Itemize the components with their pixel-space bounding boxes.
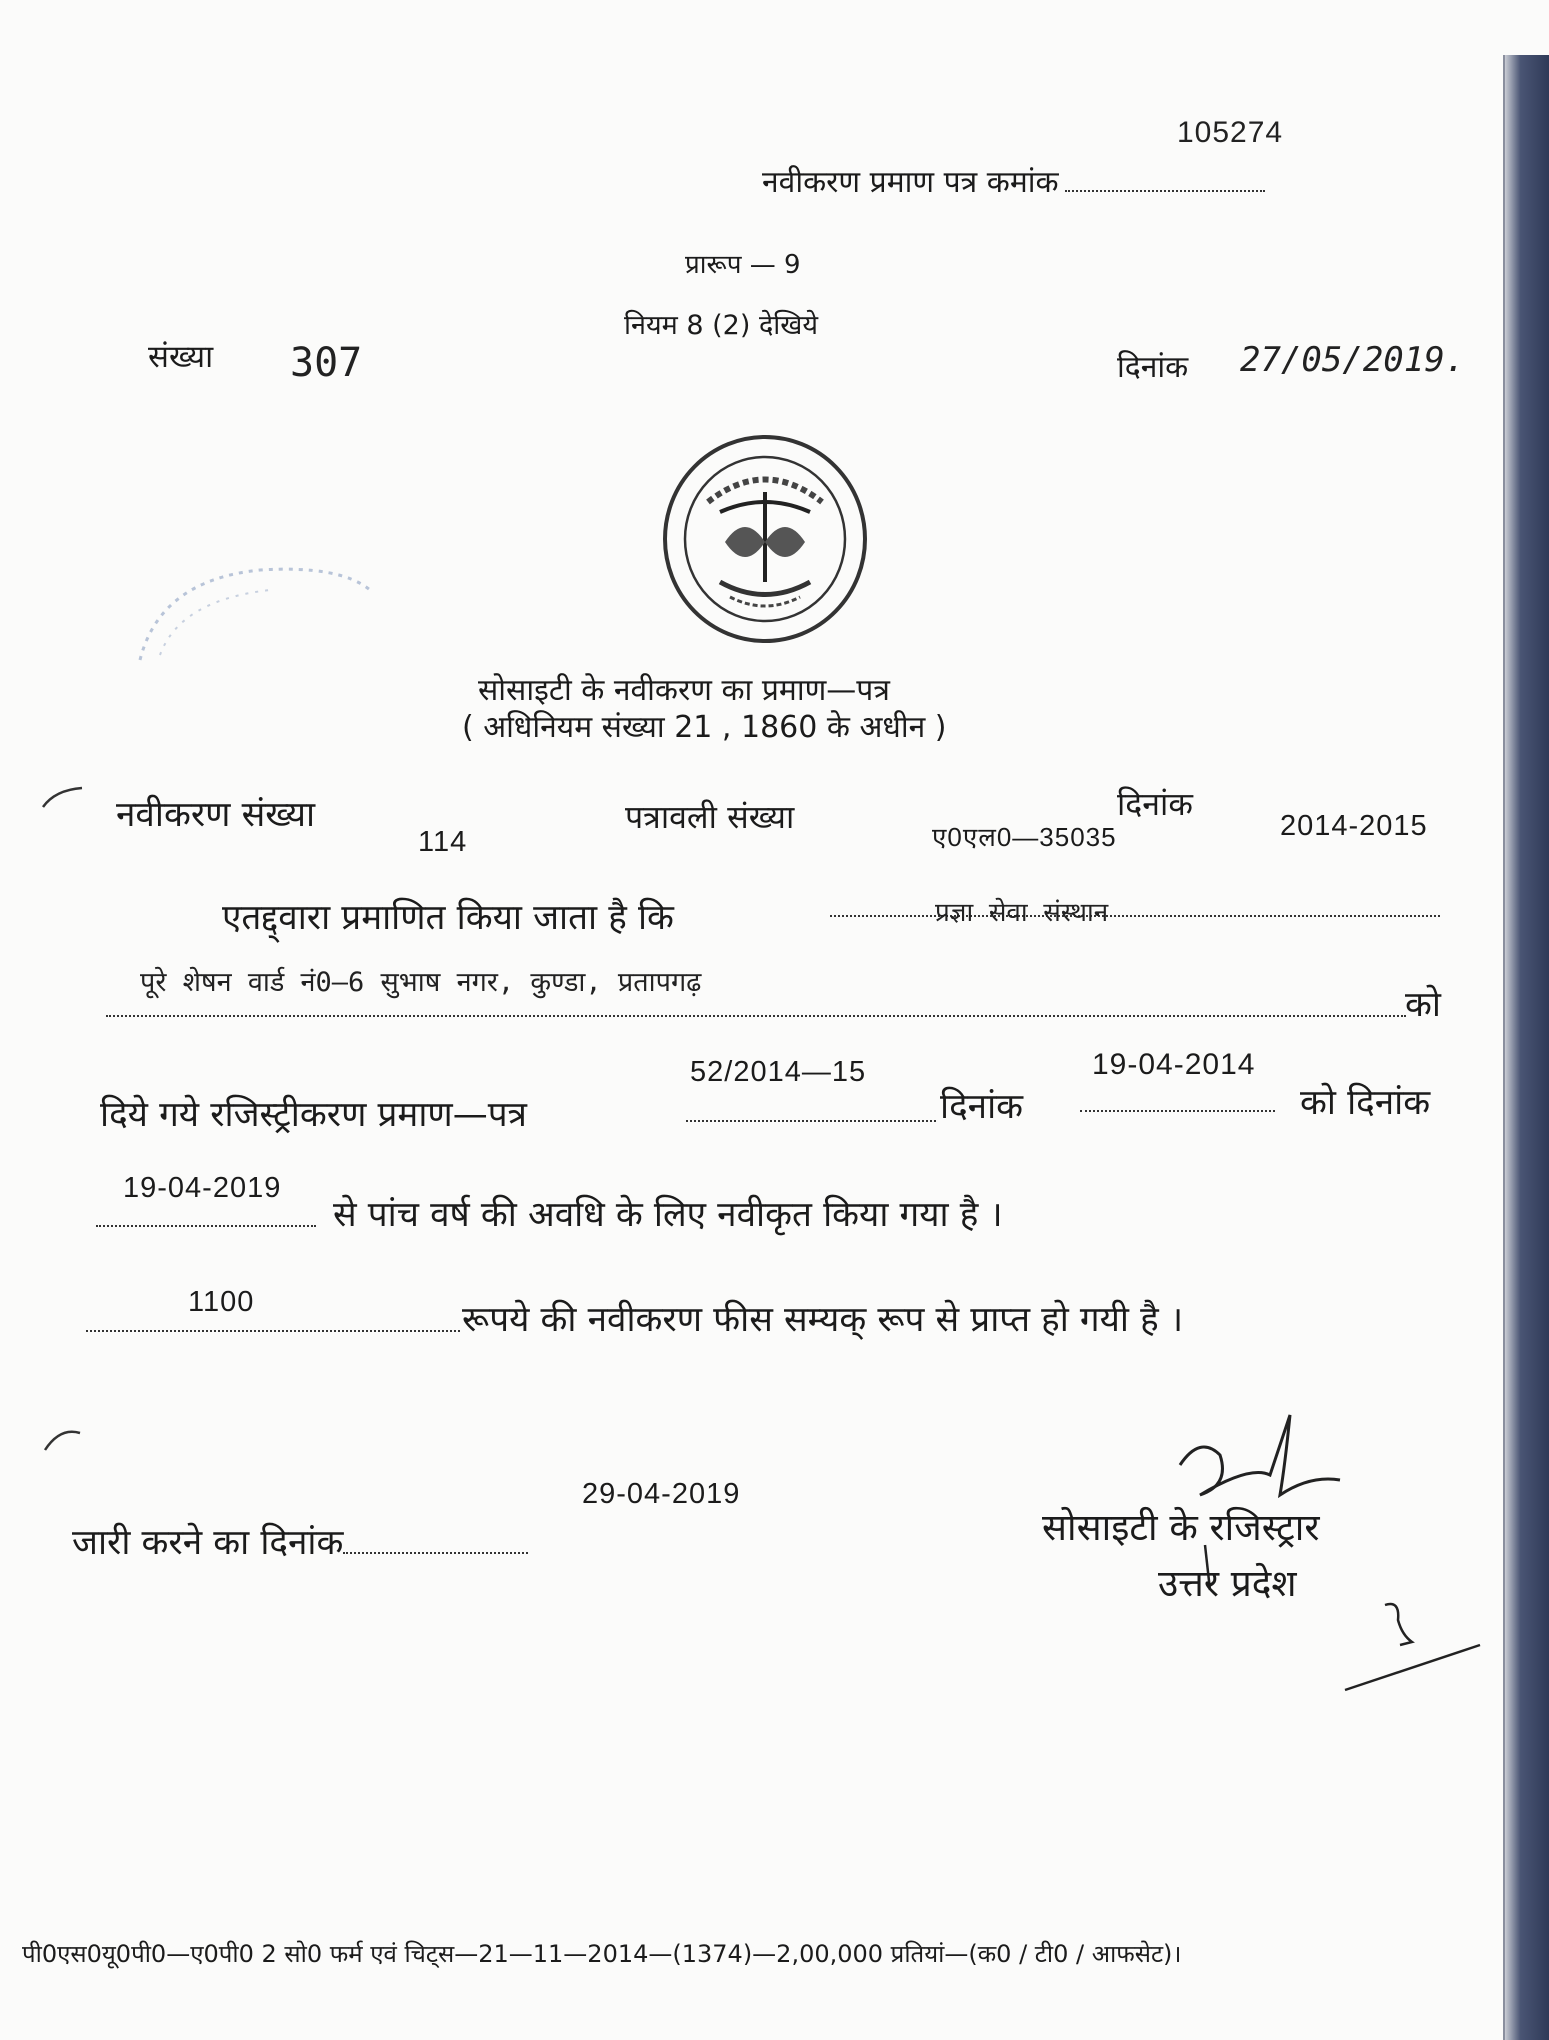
cert-number-dots	[1065, 190, 1265, 192]
fee-received-text: रूपये की नवीकरण फीस सम्यक् रूप से प्राप्त हो गयी है ।	[462, 1300, 1184, 1340]
scan-edge-line	[1503, 55, 1505, 2040]
year-value: 2014-2015	[1280, 810, 1428, 842]
registration-number-dots	[686, 1120, 936, 1122]
file-number-value: ए0एल0—35035	[932, 822, 1117, 852]
renewal-period-text: से पांच वर्ष की अवधि के लिए नवीकृत किया गया है ।	[333, 1195, 1003, 1235]
scan-edge-shadow	[1505, 55, 1549, 2040]
registrar-state: उत्तर प्रदेश	[1158, 1562, 1297, 1605]
date-value: 27/05/2019.	[1240, 340, 1466, 380]
date-label: दिनांक	[1117, 350, 1189, 385]
renewal-number-value: 114	[418, 826, 468, 858]
registration-date-dots	[1080, 1110, 1275, 1112]
address-suffix: को	[1405, 985, 1441, 1025]
issue-date-value: 29-04-2019	[582, 1478, 741, 1510]
issue-date-label-text: जारी करने का दिनांक	[72, 1523, 344, 1563]
registrar-title: सोसाइटी के रजिस्ट्रार	[1042, 1506, 1320, 1549]
fee-amount-value: 1100	[188, 1286, 255, 1318]
fee-amount-dots	[86, 1330, 460, 1332]
form-label: प्रारूप — 9	[685, 250, 801, 280]
registration-date-label: दिनांक	[940, 1087, 1024, 1127]
cert-number-label	[762, 160, 1265, 201]
corner-stroke-mark-top	[40, 782, 90, 812]
details-date-label: दिनांक	[1117, 785, 1193, 823]
certificate-title: सोसाइटी के नवीकरण का प्रमाण—पत्र	[478, 673, 890, 708]
issue-date-dots	[343, 1552, 528, 1554]
renewal-from-dots	[96, 1225, 316, 1227]
registration-line-prefix: दिये गये रजिस्ट्रीकरण प्रमाण—पत्र	[100, 1095, 527, 1135]
sankhya-label: संख्या	[148, 339, 214, 375]
registration-date-value: 19-04-2014	[1092, 1048, 1256, 1081]
certificate-subtitle: ( अधिनियम संख्या 21 , 1860 के अधीन )	[462, 710, 947, 745]
cert-number-value: 105274	[1177, 116, 1284, 149]
renewal-from-date-value: 19-04-2019	[123, 1172, 282, 1204]
file-number-label: पत्रावली संख्या	[625, 798, 795, 836]
cert-number-label-text: नवीकरण प्रमाण पत्र कमांक	[762, 165, 1059, 200]
renewal-number-label: नवीकरण संख्या	[116, 795, 316, 835]
faint-stamp-mark	[120, 560, 380, 670]
issue-date-label	[72, 1518, 528, 1565]
sankhya-value: 307	[290, 340, 363, 386]
society-name-dots	[830, 915, 1440, 917]
address-dots	[106, 1015, 1406, 1017]
rule-label: नियम 8 (2) देखिये	[624, 310, 819, 341]
printer-footer-line: पी0एस0यू0पी0—ए0पी0 2 सो0 फर्म एवं चिट्स—21—11—2014—(1374)—2,00,000 प्रतियां—(क0 / टी0 / आफसेट)।	[22, 1940, 1182, 1968]
society-address-value: पूरे शेषन वार्ड नं0—6 सुभाष नगर, कुण्डा, प्रतापगढ़	[140, 967, 702, 998]
registration-line-suffix: को दिनांक	[1300, 1083, 1431, 1123]
registration-number-value: 52/2014—15	[690, 1056, 867, 1088]
initial-mark	[1340, 1590, 1490, 1700]
certify-line-prefix: एतद्द्वारा प्रमाणित किया जाता है कि	[222, 898, 674, 938]
up-emblem-seal	[660, 432, 870, 647]
society-name-value: प्रज्ञा सेवा संस्थान	[935, 898, 1109, 928]
corner-stroke-mark	[40, 1425, 90, 1455]
